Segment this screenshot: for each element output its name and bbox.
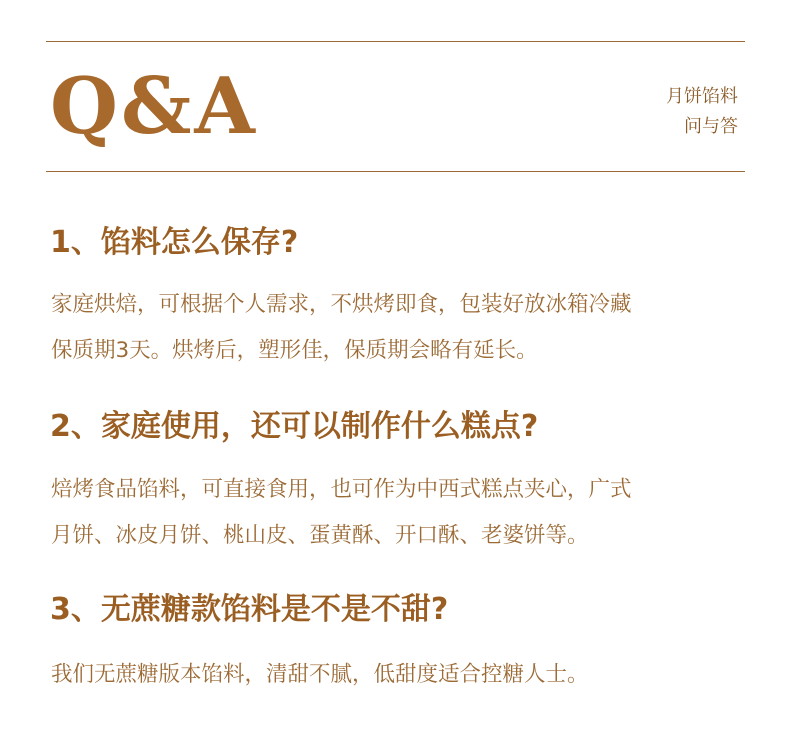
answer-line: 我们无蔗糖版本馅料，清甜不腻，低甜度适合控糖人士。	[51, 662, 589, 687]
question-3-heading: 3、无蔗糖款馅料是不是不甜?	[50, 592, 449, 627]
page-subtitle	[666, 82, 738, 142]
subtitle-line: 月饼馅料	[666, 86, 738, 107]
answer-2-text	[51, 467, 751, 559]
answer-line: 保质期3天。烘烤后，塑形佳，保质期会略有延长。	[51, 338, 538, 363]
answer-1-text	[51, 282, 751, 374]
question-2-heading: 2、家庭使用，还可以制作什么糕点?	[50, 409, 539, 444]
answer-line: 焙烤食品馅料，可直接食用，也可作为中西式糕点夹心，广式	[51, 477, 632, 502]
page-title: Q&A	[50, 61, 258, 152]
answer-line: 月饼、冰皮月饼、桃山皮、蛋黄酥、开口酥、老婆饼等。	[51, 523, 589, 548]
header-bottom-divider	[46, 171, 745, 172]
header-top-divider	[46, 41, 745, 42]
subtitle-line: 问与答	[684, 116, 738, 137]
answer-3-text	[51, 652, 751, 698]
question-1-heading: 1、馅料怎么保存?	[50, 225, 299, 260]
answer-line: 家庭烘焙，可根据个人需求，不烘烤即食，包装好放冰箱冷藏	[51, 292, 632, 317]
